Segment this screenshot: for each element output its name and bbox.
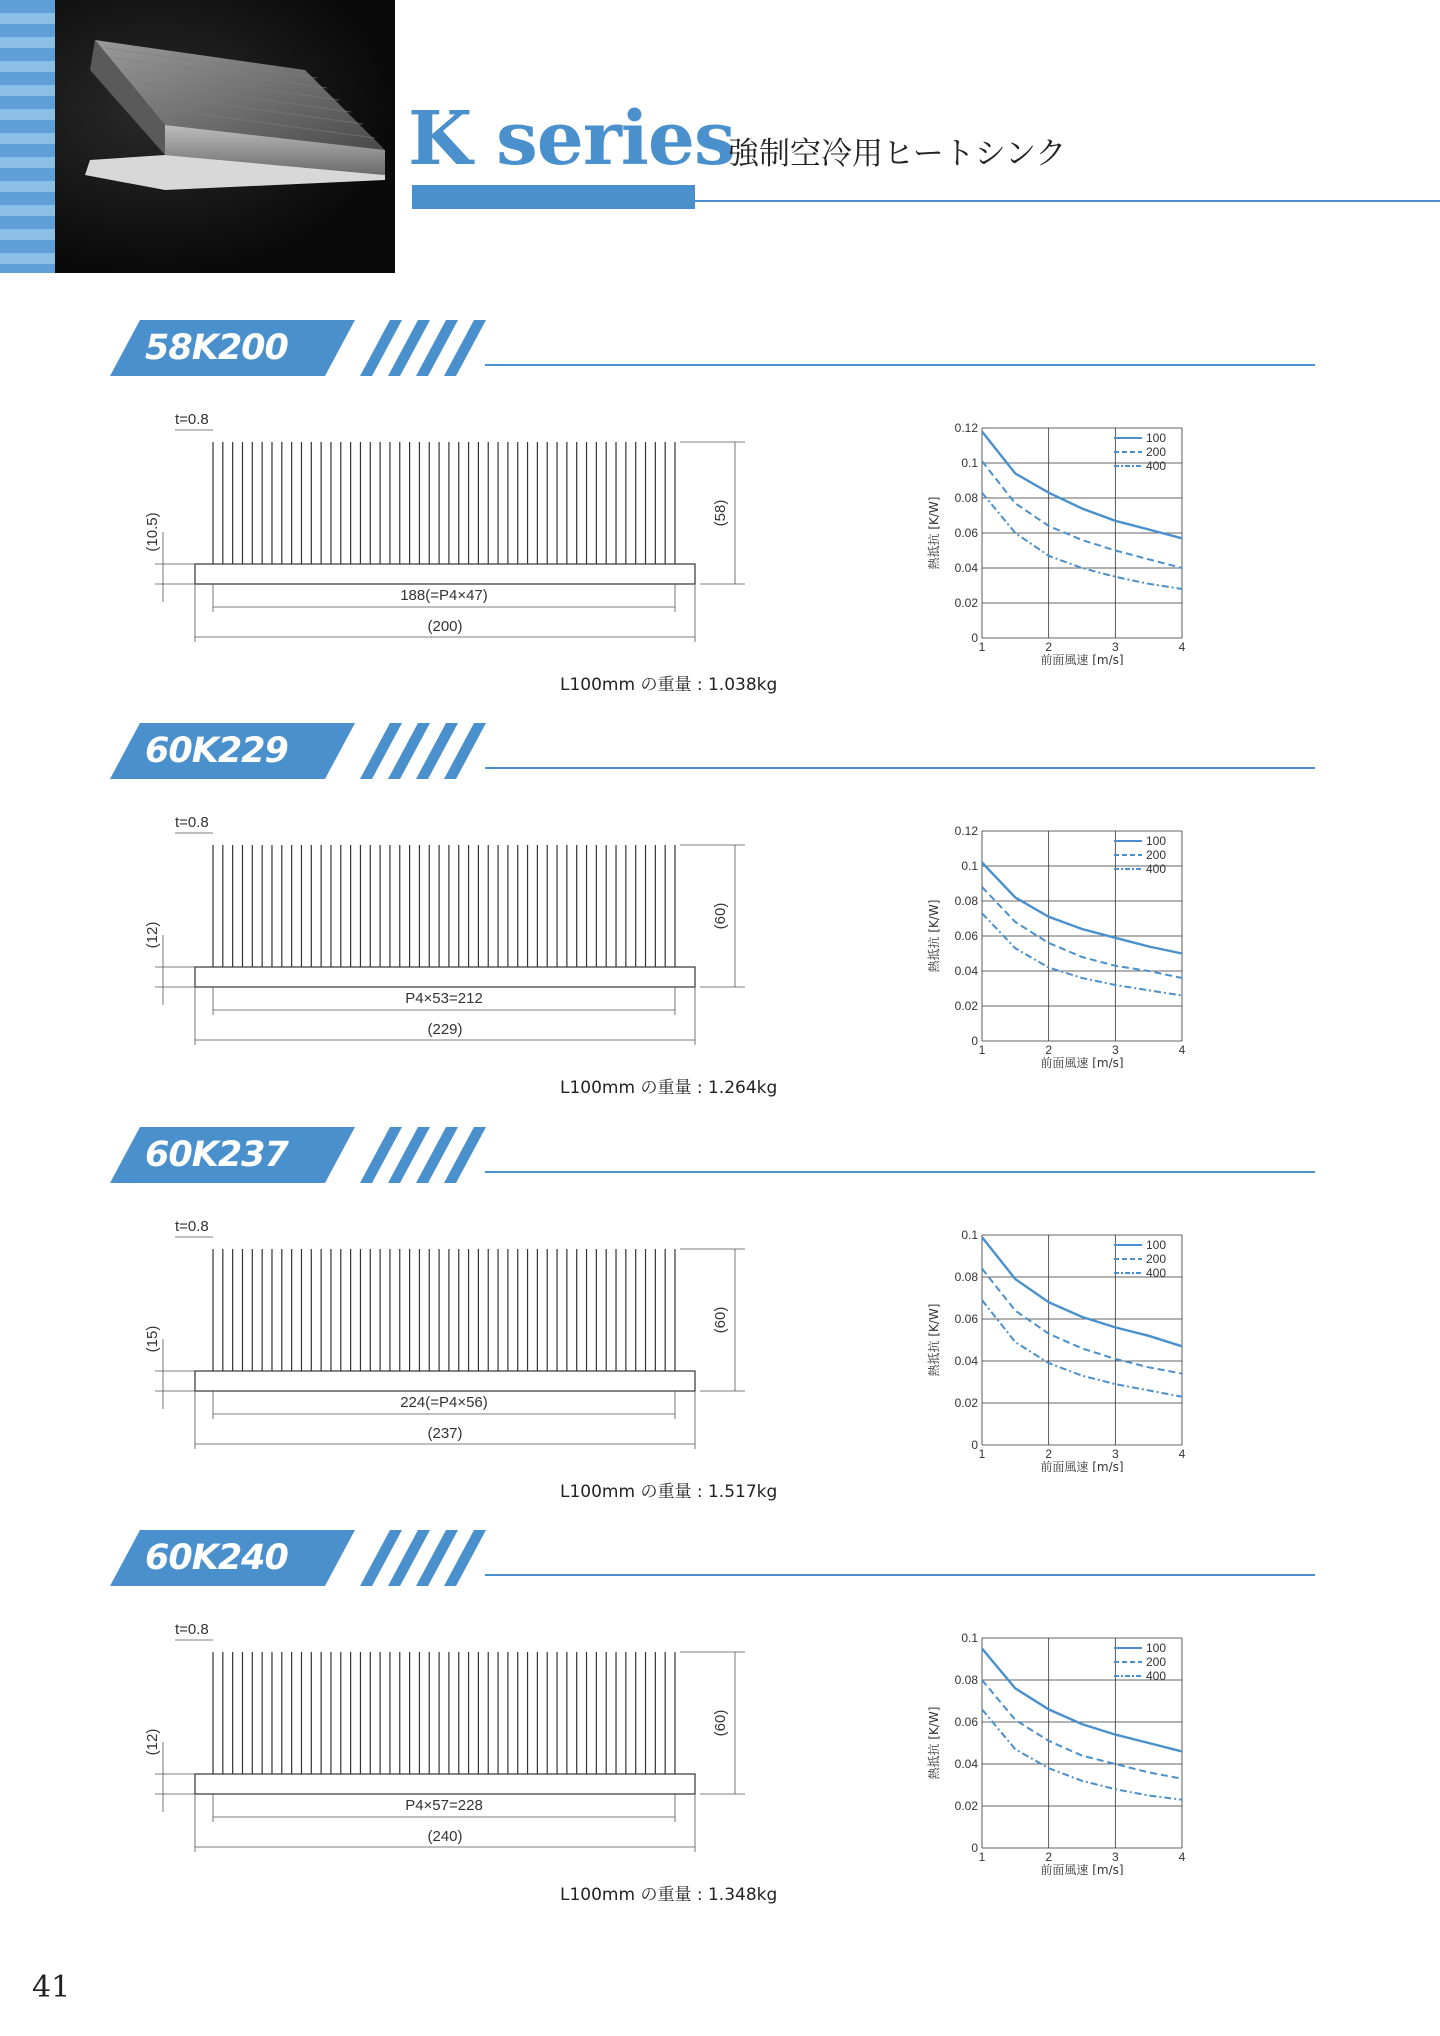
section-rule <box>485 1171 1315 1173</box>
y-tick-label: 0.06 <box>954 929 978 943</box>
legend-label: 400 <box>1146 459 1167 473</box>
section-rule <box>485 767 1315 769</box>
width-label: (229) <box>427 1021 463 1038</box>
y-tick-label: 0.08 <box>954 491 978 505</box>
series-line-400 <box>982 913 1182 995</box>
legend-label: 100 <box>1146 1641 1167 1655</box>
x-tick-label: 3 <box>1111 1850 1119 1864</box>
series-line-200 <box>982 1269 1182 1374</box>
series-line-400 <box>982 493 1182 589</box>
y-tick-label: 0.1 <box>961 1631 978 1645</box>
model-name: 60K240 <box>145 1538 288 1578</box>
x-tick-label: 1 <box>978 640 986 654</box>
legend-label: 200 <box>1146 445 1167 459</box>
thermal-resistance-chart <box>920 1217 1190 1472</box>
width-label: (237) <box>427 1425 463 1442</box>
y-tick-label: 0.08 <box>954 1673 978 1687</box>
series-line-200 <box>982 461 1182 568</box>
legend-label: 100 <box>1146 1238 1167 1252</box>
fin-height-label: (60) <box>712 902 729 930</box>
x-tick-label: 3 <box>1111 640 1119 654</box>
legend-label: 400 <box>1146 1669 1167 1683</box>
pitch-label: P4×57=228 <box>405 1797 483 1814</box>
y-tick-label: 0.12 <box>954 421 978 435</box>
fin-height-label: (60) <box>712 1306 729 1334</box>
weight-note: L100mm の重量 : 1.038kg <box>560 675 778 695</box>
x-tick-label: 4 <box>1178 1447 1186 1461</box>
weight-note: L100mm の重量 : 1.264kg <box>560 1078 778 1098</box>
legend-label: 400 <box>1146 1266 1167 1280</box>
legend-label: 100 <box>1146 834 1167 848</box>
x-tick-label: 2 <box>1045 1043 1053 1057</box>
y-tick-label: 0.06 <box>954 1312 978 1326</box>
y-tick-label: 0.06 <box>954 526 978 540</box>
page-number: 41 <box>32 1970 71 2005</box>
y-axis-label: 熱抵抗 [K/W] <box>927 1303 941 1377</box>
cross-section-drawing <box>135 815 775 1055</box>
pitch-label: P4×53=212 <box>405 990 483 1007</box>
x-tick-label: 2 <box>1045 1447 1053 1461</box>
series-subtitle: 強制空冷用ヒートシンク <box>728 136 1067 172</box>
x-axis-label: 前面風速 [m/s] <box>1040 1863 1124 1875</box>
thermal-resistance-chart <box>920 410 1190 665</box>
series-title: K series <box>408 96 735 182</box>
legend-label: 200 <box>1146 1252 1167 1266</box>
series-line-100 <box>982 863 1182 954</box>
title-underline-bar <box>412 185 695 209</box>
heatsink-illustration <box>55 0 395 273</box>
pitch-label: 188(=P4×47) <box>400 587 488 604</box>
model-name: 60K237 <box>145 1135 288 1175</box>
base-plate <box>195 1774 695 1794</box>
y-axis-label: 熱抵抗 [K/W] <box>927 496 941 570</box>
model-name: 58K200 <box>145 328 288 368</box>
x-tick-label: 2 <box>1045 640 1053 654</box>
legend-label: 200 <box>1146 848 1167 862</box>
cross-section-drawing <box>135 412 775 652</box>
x-tick-label: 3 <box>1111 1043 1119 1057</box>
x-tick-label: 4 <box>1178 640 1186 654</box>
y-tick-label: 0.1 <box>961 456 978 470</box>
base-plate <box>195 1371 695 1391</box>
y-tick-label: 0.04 <box>954 561 978 575</box>
heatsink-product-photo <box>55 0 395 273</box>
x-tick-label: 3 <box>1111 1447 1119 1461</box>
legend-label: 100 <box>1146 431 1167 445</box>
base-height-label: (10.5) <box>144 512 161 552</box>
y-tick-label: 0 <box>971 1841 978 1855</box>
y-tick-label: 0.02 <box>954 1799 978 1813</box>
base-height-label: (15) <box>144 1325 161 1353</box>
weight-note: L100mm の重量 : 1.517kg <box>560 1482 778 1502</box>
thermal-resistance-chart <box>920 813 1190 1068</box>
y-axis-label: 熱抵抗 [K/W] <box>927 1706 941 1780</box>
section-rule <box>485 364 1315 366</box>
x-axis-label: 前面風速 [m/s] <box>1040 1056 1124 1068</box>
base-plate <box>195 967 695 987</box>
fin-thickness-label: t=0.8 <box>175 1219 209 1235</box>
base-height-label: (12) <box>144 921 161 949</box>
pitch-label: 224(=P4×56) <box>400 1394 488 1411</box>
x-tick-label: 2 <box>1045 1850 1053 1864</box>
x-tick-label: 1 <box>978 1447 986 1461</box>
fin-height-label: (58) <box>712 499 729 527</box>
y-tick-label: 0.02 <box>954 1396 978 1410</box>
y-tick-label: 0.04 <box>954 1757 978 1771</box>
fin-thickness-label: t=0.8 <box>175 412 209 428</box>
thermal-resistance-chart <box>920 1620 1190 1875</box>
cross-section-drawing <box>135 1622 775 1862</box>
weight-note: L100mm の重量 : 1.348kg <box>560 1885 778 1905</box>
width-label: (200) <box>427 618 463 635</box>
cross-section-drawing <box>135 1219 775 1459</box>
series-line-400 <box>982 1300 1182 1397</box>
x-axis-label: 前面風速 [m/s] <box>1040 653 1124 665</box>
y-tick-label: 0.1 <box>961 1228 978 1242</box>
y-tick-label: 0.02 <box>954 596 978 610</box>
legend-label: 400 <box>1146 862 1167 876</box>
base-height-label: (12) <box>144 1728 161 1756</box>
y-axis-label: 熱抵抗 [K/W] <box>927 899 941 973</box>
width-label: (240) <box>427 1828 463 1845</box>
y-tick-label: 0.02 <box>954 999 978 1013</box>
y-tick-label: 0 <box>971 1438 978 1452</box>
fin-thickness-label: t=0.8 <box>175 815 209 831</box>
section-rule <box>485 1574 1315 1576</box>
y-tick-label: 0.08 <box>954 894 978 908</box>
y-tick-label: 0.12 <box>954 824 978 838</box>
x-tick-label: 1 <box>978 1850 986 1864</box>
y-tick-label: 0.08 <box>954 1270 978 1284</box>
y-tick-label: 0 <box>971 1034 978 1048</box>
base-plate <box>195 564 695 584</box>
legend-label: 200 <box>1146 1655 1167 1669</box>
y-tick-label: 0 <box>971 631 978 645</box>
x-tick-label: 1 <box>978 1043 986 1057</box>
y-tick-label: 0.1 <box>961 859 978 873</box>
x-tick-label: 4 <box>1178 1043 1186 1057</box>
fin-height-label: (60) <box>712 1709 729 1737</box>
y-tick-label: 0.04 <box>954 964 978 978</box>
model-name: 60K229 <box>145 731 288 771</box>
header-rule <box>695 200 1440 202</box>
y-tick-label: 0.04 <box>954 1354 978 1368</box>
x-axis-label: 前面風速 [m/s] <box>1040 1460 1124 1472</box>
x-tick-label: 4 <box>1178 1850 1186 1864</box>
fin-thickness-label: t=0.8 <box>175 1622 209 1638</box>
y-tick-label: 0.06 <box>954 1715 978 1729</box>
